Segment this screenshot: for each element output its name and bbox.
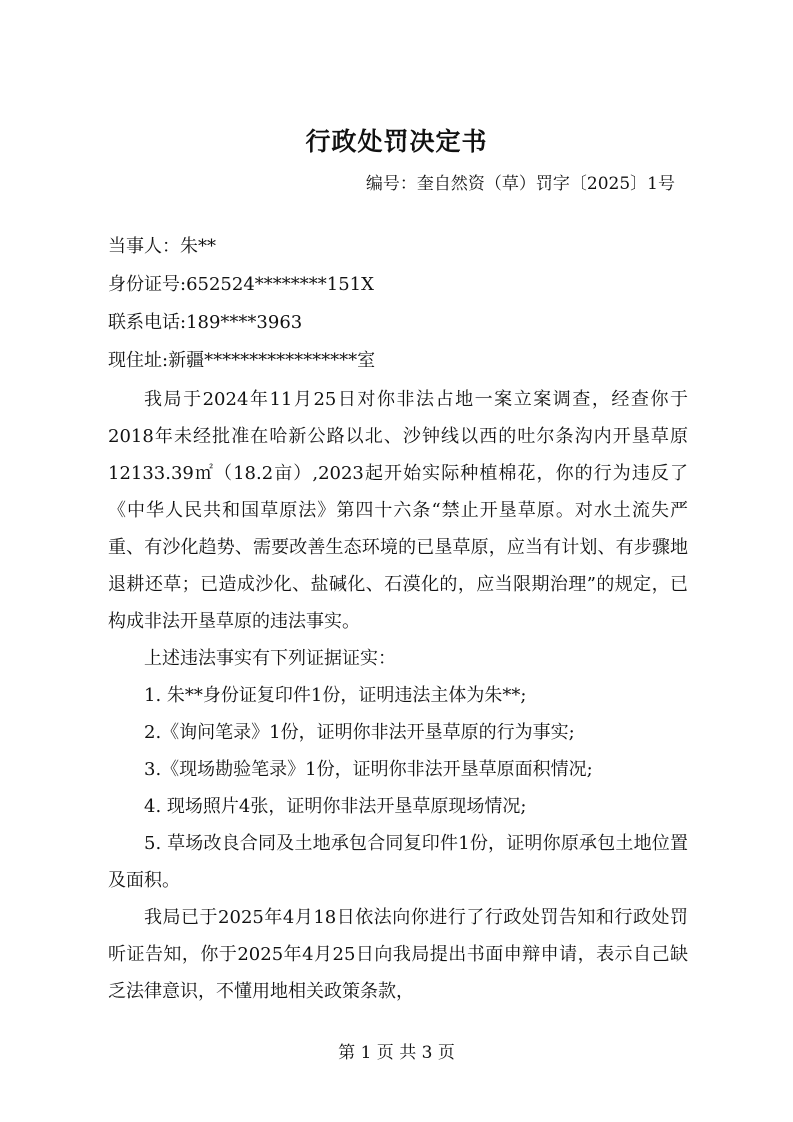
paragraph-case-facts: 我局于2024年11月25日对你非法占地一案立案调查，经查你于2018年未经批准在哈新公路以北、沙钟线以西的吐尔条沟内开垦草原12133.39㎡（18.2亩）,2023起开始实际种植棉花，你的行为违反了《中华人民共和国草原法》第四十六条“禁止开垦草原。对水土流失严重、有沙化趋势、需要改善生态环境的已垦草原，应当有计划、有步骤地退耕还草；已造成沙化、盐碱化、石漠化的，应当限期治理”的规定，已构成非法开垦草原的违法事实。	[108, 389, 688, 632]
party-id-number: 身份证号:652524********151X	[108, 274, 374, 295]
document-body	[108, 381, 688, 1010]
evidence-item-4: 4. 现场照片4张，证明你非法开垦草原现场情况;	[144, 796, 527, 817]
document-number: 编号：奎自然资（草）罚字〔2025〕1号	[365, 174, 675, 194]
page-number-footer: 第 1 页 共 3 页	[338, 1043, 455, 1063]
paragraph-evidence-intro: 上述违法事实有下列证据证实：	[144, 648, 396, 669]
document-title: 行政处罚决定书	[305, 127, 488, 156]
evidence-item-2: 2.《询问笔录》1份，证明你非法开垦草原的行为事实;	[144, 722, 575, 743]
party-address: 现住址:新疆*****************室	[108, 350, 376, 371]
party-phone: 联系电话:189****3963	[108, 312, 303, 333]
evidence-item-1: 1. 朱**身份证复印件1份，证明违法主体为朱**;	[144, 685, 527, 706]
evidence-item-5: 5. 草场改良合同及土地承包合同复印件1份，证明你原承包土地位置及面积。	[108, 833, 688, 891]
paragraph-notification: 我局已于2025年4月18日依法向你进行了行政处罚告知和行政处罚听证告知，你于2025年4月25日向我局提出书面申辩申请，表示自己缺乏法律意识，不懂用地相关政策条款，	[108, 907, 688, 1002]
evidence-item-3: 3.《现场勘验笔录》1份，证明你非法开垦草原面积情况;	[144, 759, 593, 780]
party-name: 当事人：朱**	[108, 236, 216, 257]
